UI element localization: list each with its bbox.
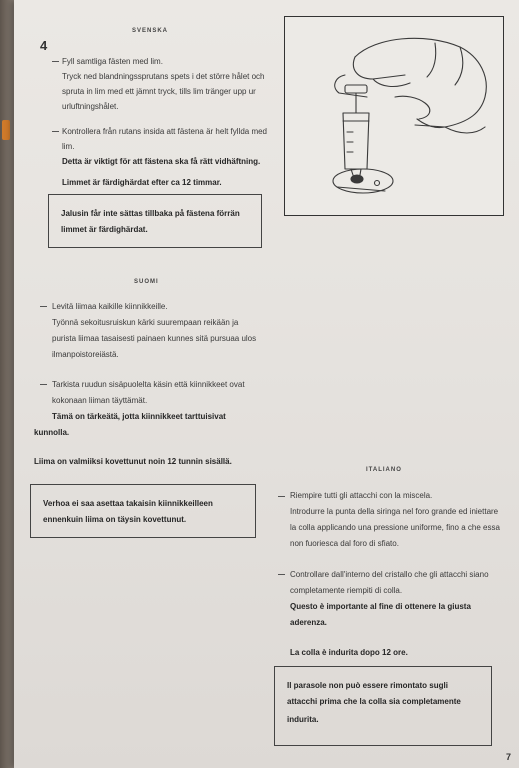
italiano-warning-box (274, 666, 492, 746)
italiano-important-line1: Questo è importante al fine di ottenere la giusta (290, 602, 471, 611)
suomi-item1-line3: purista liimaa tasaisesti painaen kunnes sitä pursuaa ulos (52, 334, 257, 343)
svenska-warning-line2: limmet är färdighärdat. (61, 225, 148, 234)
italiano-item1-line3: la colla applicando una pressione uniforme, fino a che essa (290, 523, 500, 532)
italiano-warning-line2: attacchi prima che la colla sia completamente (287, 697, 461, 706)
italiano-item1-line4: non fuoriesca dal foro di sfiato. (290, 539, 399, 548)
suomi-item1-line4: ilmanpoistoreiästä. (52, 350, 119, 359)
italiano-item1-line2: Introdurre la punta della siringa nel foro grande ed iniettare (290, 507, 499, 516)
svenska-item1-line2: Tryck ned blandningssprutans spets i det större hålet och (62, 72, 265, 81)
suomi-warning-box (30, 484, 256, 538)
suomi-warning-line2: ennenkuin liima on täysin kovettunut. (43, 515, 187, 524)
suomi-item1-line2: Työnnä sekoitusruiskun kärki suurempaan reikään ja (52, 318, 239, 327)
italiano-cured: La colla è indurita dopo 12 ore. (290, 648, 408, 657)
svenska-item1-line4: urluftningshålet. (62, 102, 119, 111)
italiano-warning-line3: indurita. (287, 715, 319, 724)
page-number-top: 4 (40, 38, 48, 53)
hand-syringe-illustration (285, 17, 502, 214)
page-number-bottom: 7 (505, 752, 511, 762)
bullet-dash (40, 306, 47, 307)
svenska-item2-line2: lim. (62, 142, 75, 151)
svenska-warning-line1: Jalusin får inte sättas tillbaka på fästena förrän (61, 209, 240, 218)
bullet-dash (278, 496, 285, 497)
italiano-important-line2: aderenza. (290, 618, 327, 627)
italiano-item2-line2: completamente riempiti di colla. (290, 586, 403, 595)
svenska-item1-line1: Fyll samtliga fästen med lim. (62, 57, 163, 66)
svenska-heading: SVENSKA (132, 28, 169, 34)
orange-tab-marker (2, 120, 10, 140)
suomi-heading: SUOMI (134, 279, 159, 285)
italiano-item2-line1: Controllare dall'interno del cristallo che gli attacchi siano (290, 570, 489, 579)
syringe-illustration-frame (284, 16, 504, 216)
italiano-item1-line1: Riempire tutti gli attacchi con la miscela. (290, 491, 433, 500)
bullet-dash (40, 384, 47, 385)
bullet-dash (52, 61, 59, 62)
svenska-important: Detta är viktigt för att fästena ska få rätt vidhäftning. (62, 157, 261, 166)
bullet-dash (52, 131, 59, 132)
suomi-important-line2: kunnolla. (34, 428, 70, 437)
svenska-item2-line1: Kontrollera från rutans insida att fästena är helt fyllda med (62, 127, 267, 136)
svenska-cured: Limmet är färdighärdat efter ca 12 timmar. (62, 178, 222, 187)
suomi-warning-line1: Verhoa ei saa asettaa takaisin kiinnikkeilleen (43, 499, 213, 508)
suomi-cured: Liima on valmiiksi kovettunut noin 12 tunnin sisällä. (34, 457, 232, 466)
italiano-heading: ITALIANO (366, 467, 402, 473)
page-edge (0, 0, 14, 768)
bullet-dash (278, 574, 285, 575)
svenska-item1-line3: spruta in lim med ett jämnt tryck, tills lim tränger upp ur (62, 87, 256, 96)
suomi-item2-line1: Tarkista ruudun sisäpuolelta käsin että kiinnikkeet ovat (52, 380, 245, 389)
italiano-warning-line1: Il parasole non può essere rimontato sugli (287, 681, 448, 690)
suomi-item1-line1: Levitä liimaa kaikille kiinnikkeille. (52, 302, 168, 311)
suomi-important-line1: Tämä on tärkeätä, jotta kiinnikkeet tarttuisivat (52, 412, 226, 421)
svenska-warning-box (48, 194, 262, 248)
suomi-item2-line2: kokonaan liiman täyttämät. (52, 396, 148, 405)
